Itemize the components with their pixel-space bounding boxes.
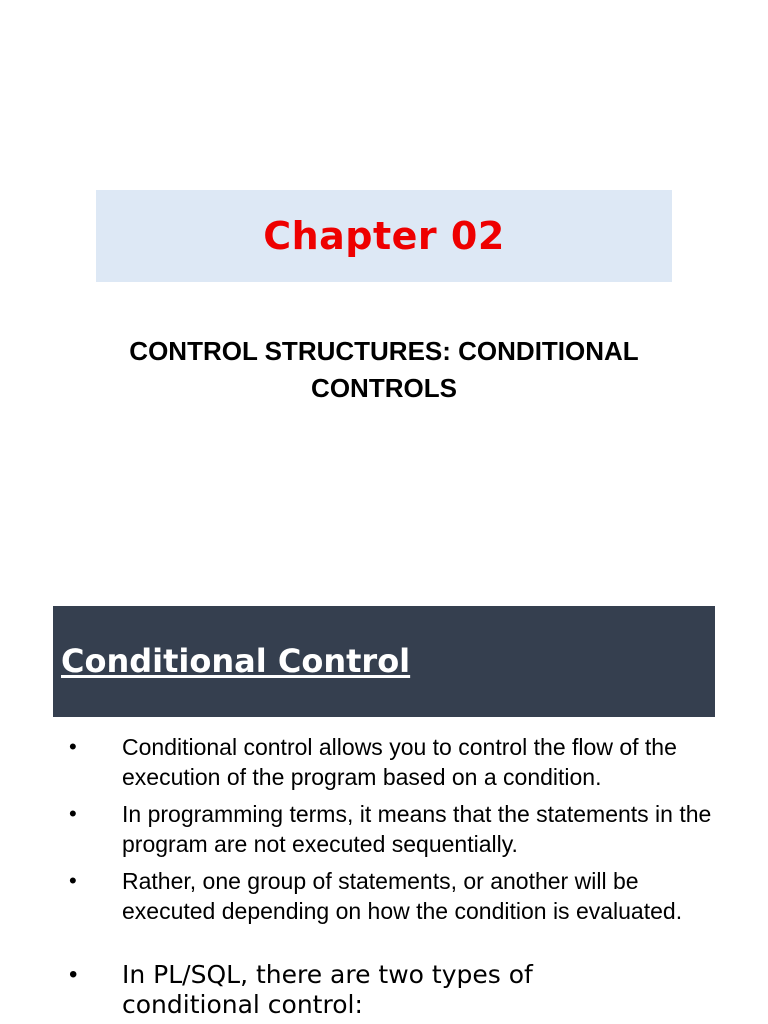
bullet-item	[69, 799, 722, 859]
bullet-text: In PL/SQL, there are two types of conditional control:	[122, 960, 533, 1019]
bullet-icon: •	[69, 734, 77, 759]
bullet-item	[69, 866, 722, 926]
slide-header	[53, 606, 715, 717]
bullet-icon: •	[69, 868, 77, 893]
bullet-item	[69, 732, 722, 792]
chapter-title: Chapter 02	[263, 214, 505, 258]
subtitle-line-2: CONTROLS	[311, 373, 457, 403]
chapter-subtitle	[60, 333, 708, 407]
chapter-title-box	[96, 190, 672, 282]
slide-title: Conditional Control	[61, 642, 411, 680]
subtitle-line-1: CONTROL STRUCTURES: CONDITIONAL	[129, 336, 639, 366]
bullet-icon: •	[69, 801, 77, 826]
bullet-icon: •	[69, 961, 78, 988]
bullet-text: In programming terms, it means that the statements in the program are not executed sequentially.	[122, 801, 712, 857]
bullet-text: Conditional control allows you to control the flow of the execution of the program based on a condition.	[122, 734, 677, 790]
bullet-item	[69, 960, 592, 1020]
bullet-text: Rather, one group of statements, or another will be executed depending on how the condition is evaluated.	[122, 868, 683, 924]
